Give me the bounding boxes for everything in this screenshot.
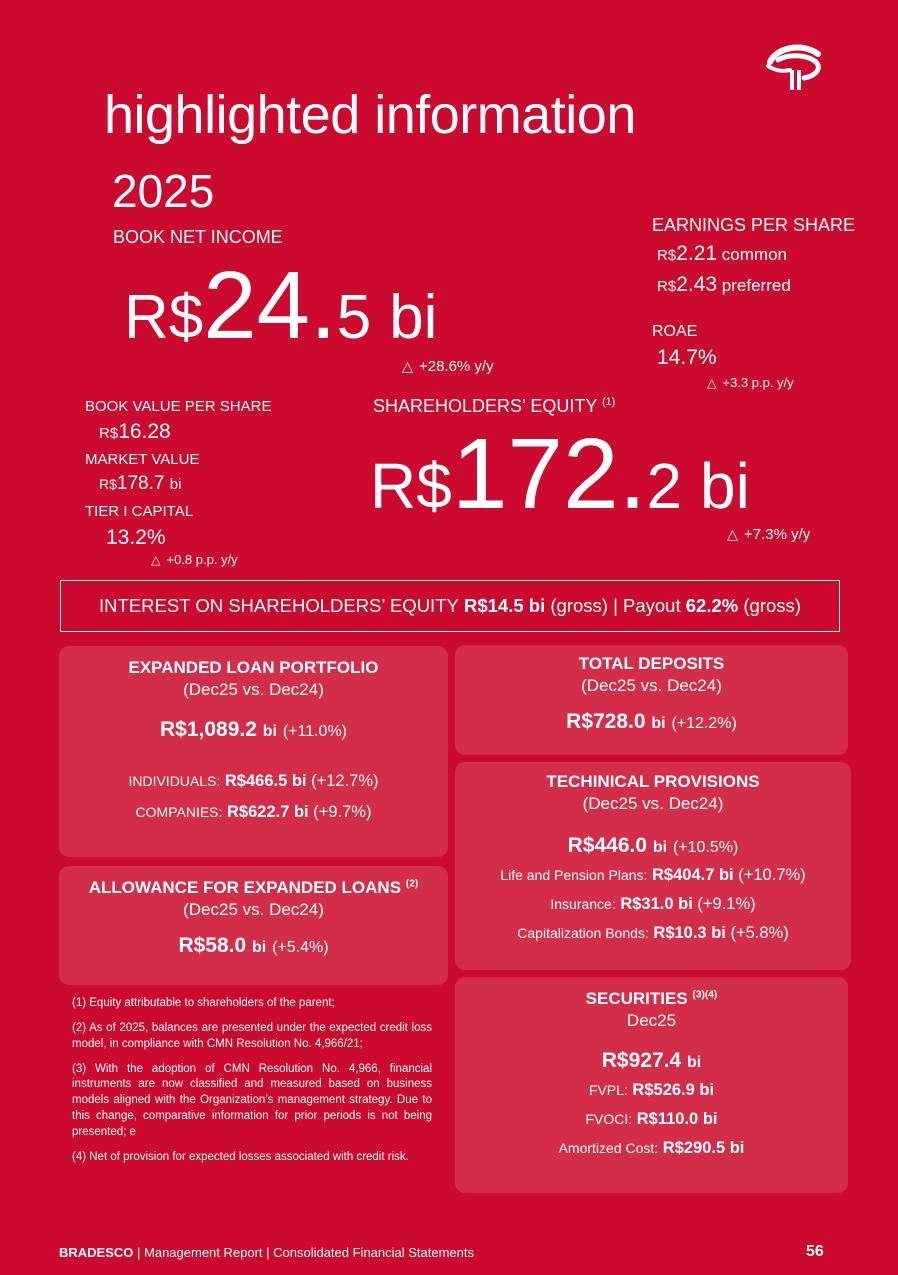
market-value-number: 178.7: [116, 473, 165, 494]
provisions-insurance-change: (+9.1%): [697, 895, 756, 913]
footnote-1: (1) Equity attributable to shareholders of the parent;: [72, 997, 335, 1009]
securities-fvoci-row: [455, 1110, 848, 1129]
loan-individuals-change: (+12.7%): [311, 772, 379, 790]
bvps-currency: R$: [99, 425, 119, 442]
triangle-up-icon: △: [707, 376, 717, 390]
deposits-unit: bi: [651, 715, 666, 732]
loan-portfolio-card: [59, 646, 448, 857]
equity-currency: R$: [370, 450, 452, 522]
loan-value: [59, 718, 448, 742]
provisions-life-row: [455, 866, 851, 885]
deposits-title: TOTAL DEPOSITS: [578, 654, 725, 673]
loan-individuals-value: R$466.5 bi: [224, 772, 307, 790]
allowance-title: [59, 878, 448, 898]
net-income-int: 24.: [203, 252, 337, 359]
provisions-insurance-label: Insurance:: [550, 896, 616, 912]
loan-individuals-label: INDIVIDUALS:: [128, 773, 221, 789]
allowance-unit: bi: [252, 939, 267, 956]
loan-companies-label: COMPANIES:: [135, 804, 223, 820]
bradesco-logo: [764, 40, 824, 94]
securities-fvpl-value: R$526.9 bi: [632, 1081, 715, 1099]
loan-period: (Dec25 vs. Dec24): [183, 680, 324, 699]
loan-companies-change: (+9.7%): [313, 803, 372, 821]
securities-amortized-row: [455, 1139, 848, 1158]
loan-companies-value: R$622.7 bi: [227, 803, 309, 821]
provisions-cap-change: (+5.8%): [730, 924, 789, 942]
equity-int: 172.: [451, 418, 647, 530]
provisions-life-change: (+10.7%): [738, 866, 806, 884]
provisions-title: TECHINICAL PROVISIONS: [546, 772, 760, 791]
equity-value: [370, 418, 750, 530]
allowance-card: [59, 866, 448, 985]
tier1-change: [151, 552, 238, 567]
total-deposits-card: [455, 645, 848, 755]
provisions-cap-label: Capitalization Bonds:: [517, 925, 649, 941]
footnotes: [72, 996, 432, 1175]
provisions-cap-value: R$10.3 bi: [653, 924, 726, 942]
interest-on-equity-banner: [60, 580, 840, 632]
footer-text: | Management Report | Consolidated Financial Statements: [133, 1245, 475, 1260]
net-income-change: [402, 358, 494, 375]
equity-label: [373, 396, 615, 417]
equity-change: [727, 526, 810, 543]
footnote-4: (4) Net of provision for expected losses associated with credit risk.: [72, 1150, 409, 1163]
equity-change-text: +7.3% y/y: [743, 526, 811, 543]
provisions-period: (Dec25 vs. Dec24): [582, 794, 724, 813]
provisions-insurance-value: R$31.0 bi: [620, 895, 693, 913]
market-value-unit: bi: [169, 476, 182, 493]
equity-unit: bi: [700, 450, 750, 522]
roae-change-text: +3.3 p.p. y/y: [722, 375, 794, 390]
roae-label: ROAE: [652, 323, 698, 340]
ioe-label: INTEREST ON SHAREHOLDERS’ EQUITY: [99, 595, 459, 616]
technical-provisions-card: [455, 762, 851, 970]
deposits-amount: R$728.0: [566, 710, 646, 733]
ioe-gross: (gross): [743, 595, 801, 616]
deposits-value: [455, 710, 848, 734]
net-income-label: BOOK NET INCOME: [113, 227, 283, 247]
roae-value: 14.7%: [657, 346, 717, 369]
securities-value: [455, 1049, 848, 1073]
roae-change: [707, 375, 794, 390]
securities-fvoci-value: R$110.0 bi: [636, 1110, 718, 1128]
footer: [59, 1245, 474, 1260]
net-income-value: [124, 252, 438, 359]
ioe-payout: 62.2%: [685, 595, 739, 616]
securities-card: [455, 977, 848, 1193]
loan-change: (+11.0%): [282, 723, 347, 740]
allowance-note-ref: (2): [405, 878, 419, 890]
securities-note-ref: (3)(4): [692, 989, 718, 1001]
equity-dec: 2: [646, 450, 683, 522]
tier1-label: TIER I CAPITAL: [85, 503, 194, 520]
provisions-amount: R$446.0: [567, 834, 648, 857]
market-value-label: MARKET VALUE: [85, 451, 200, 468]
triangle-up-icon: △: [402, 359, 413, 375]
loan-companies-row: [59, 803, 448, 822]
ioe-gross-payout: (gross) | Payout: [550, 595, 681, 616]
eps-preferred: [657, 273, 791, 297]
securities-title: [455, 989, 848, 1009]
ioe-amount: R$14.5 bi: [463, 595, 546, 616]
market-value: [99, 473, 181, 495]
bvps-number: 16.28: [118, 420, 171, 443]
equity-note-ref: (1): [602, 396, 616, 408]
market-value-currency: R$: [99, 476, 117, 492]
securities-amount: R$927.4: [601, 1049, 682, 1072]
deposits-change: (+12.2%): [671, 715, 737, 732]
securities-fvoci-label: FVOCI:: [585, 1111, 633, 1127]
eps-common-currency: R$: [657, 247, 677, 264]
page-title: highlighted information: [104, 85, 636, 145]
footer-brand: BRADESCO: [59, 1245, 134, 1260]
securities-amortized-value: R$290.5 bi: [662, 1139, 745, 1157]
securities-period: Dec25: [626, 1011, 677, 1030]
eps-pref-label: preferred: [721, 276, 791, 295]
securities-fvpl-label: FVPL:: [588, 1082, 628, 1098]
eps-common-value: 2.21: [676, 242, 718, 265]
loan-individuals-row: [59, 772, 448, 791]
allowance-amount: R$58.0: [178, 934, 247, 957]
allowance-title-text: ALLOWANCE FOR EXPANDED LOANS: [88, 878, 402, 897]
page-number: 56: [806, 1243, 824, 1260]
net-income-change-text: +28.6% y/y: [418, 358, 494, 375]
securities-amortized-label: Amortized Cost:: [558, 1140, 659, 1156]
eps-common: [657, 242, 787, 266]
deposits-period: (Dec25 vs. Dec24): [581, 676, 722, 695]
net-income-currency: R$: [124, 283, 204, 352]
securities-title-text: SECURITIES: [585, 989, 688, 1008]
provisions-capitalization-row: [455, 924, 851, 943]
eps-pref-value: 2.43: [676, 273, 718, 296]
net-income-dec: 5: [336, 283, 372, 352]
provisions-life-value: R$404.7 bi: [652, 866, 734, 884]
allowance-change: (+5.4%): [272, 939, 329, 956]
triangle-up-icon: △: [727, 527, 738, 543]
footnote-2: (2) As of 2025, balances are presented under the expected credit loss model, in compliance with CMN Resolution No. 4,966/21;: [72, 1021, 432, 1050]
eps-pref-currency: R$: [657, 278, 677, 295]
provisions-insurance-row: [455, 895, 851, 914]
allowance-period: (Dec25 vs. Dec24): [183, 900, 324, 919]
provisions-change: (+10.5%): [672, 839, 739, 856]
loan-title: EXPANDED LOAN PORTFOLIO: [128, 658, 379, 677]
provisions-unit: bi: [652, 839, 668, 856]
net-income-unit: bi: [389, 283, 438, 352]
equity-label-text: SHAREHOLDERS’ EQUITY: [373, 396, 598, 416]
allowance-value: [59, 934, 448, 958]
provisions-value: [455, 834, 851, 858]
tier1-change-text: +0.8 p.p. y/y: [166, 552, 238, 567]
securities-unit: bi: [687, 1054, 702, 1071]
eps-common-label: common: [721, 245, 787, 264]
loan-amount: R$1,089.2: [159, 718, 257, 741]
tier1-value: 13.2%: [106, 526, 166, 549]
provisions-life-label: Life and Pension Plans:: [500, 867, 648, 883]
bvps-label: BOOK VALUE PER SHARE: [85, 398, 272, 415]
loan-unit: bi: [262, 723, 277, 740]
eps-label: EARNINGS PER SHARE: [652, 215, 856, 235]
triangle-up-icon: △: [151, 553, 161, 567]
year-heading: 2025: [112, 165, 215, 217]
bvps-value: [99, 420, 171, 444]
securities-fvpl-row: [455, 1081, 848, 1100]
footnote-3: (3) With the adoption of CMN Resolution No. 4,966, financial instruments are now classified and measured based on business models aligned with the Organization’s management strategy. Due to this change, comparative information for prior periods is not being presented; e: [72, 1062, 432, 1139]
